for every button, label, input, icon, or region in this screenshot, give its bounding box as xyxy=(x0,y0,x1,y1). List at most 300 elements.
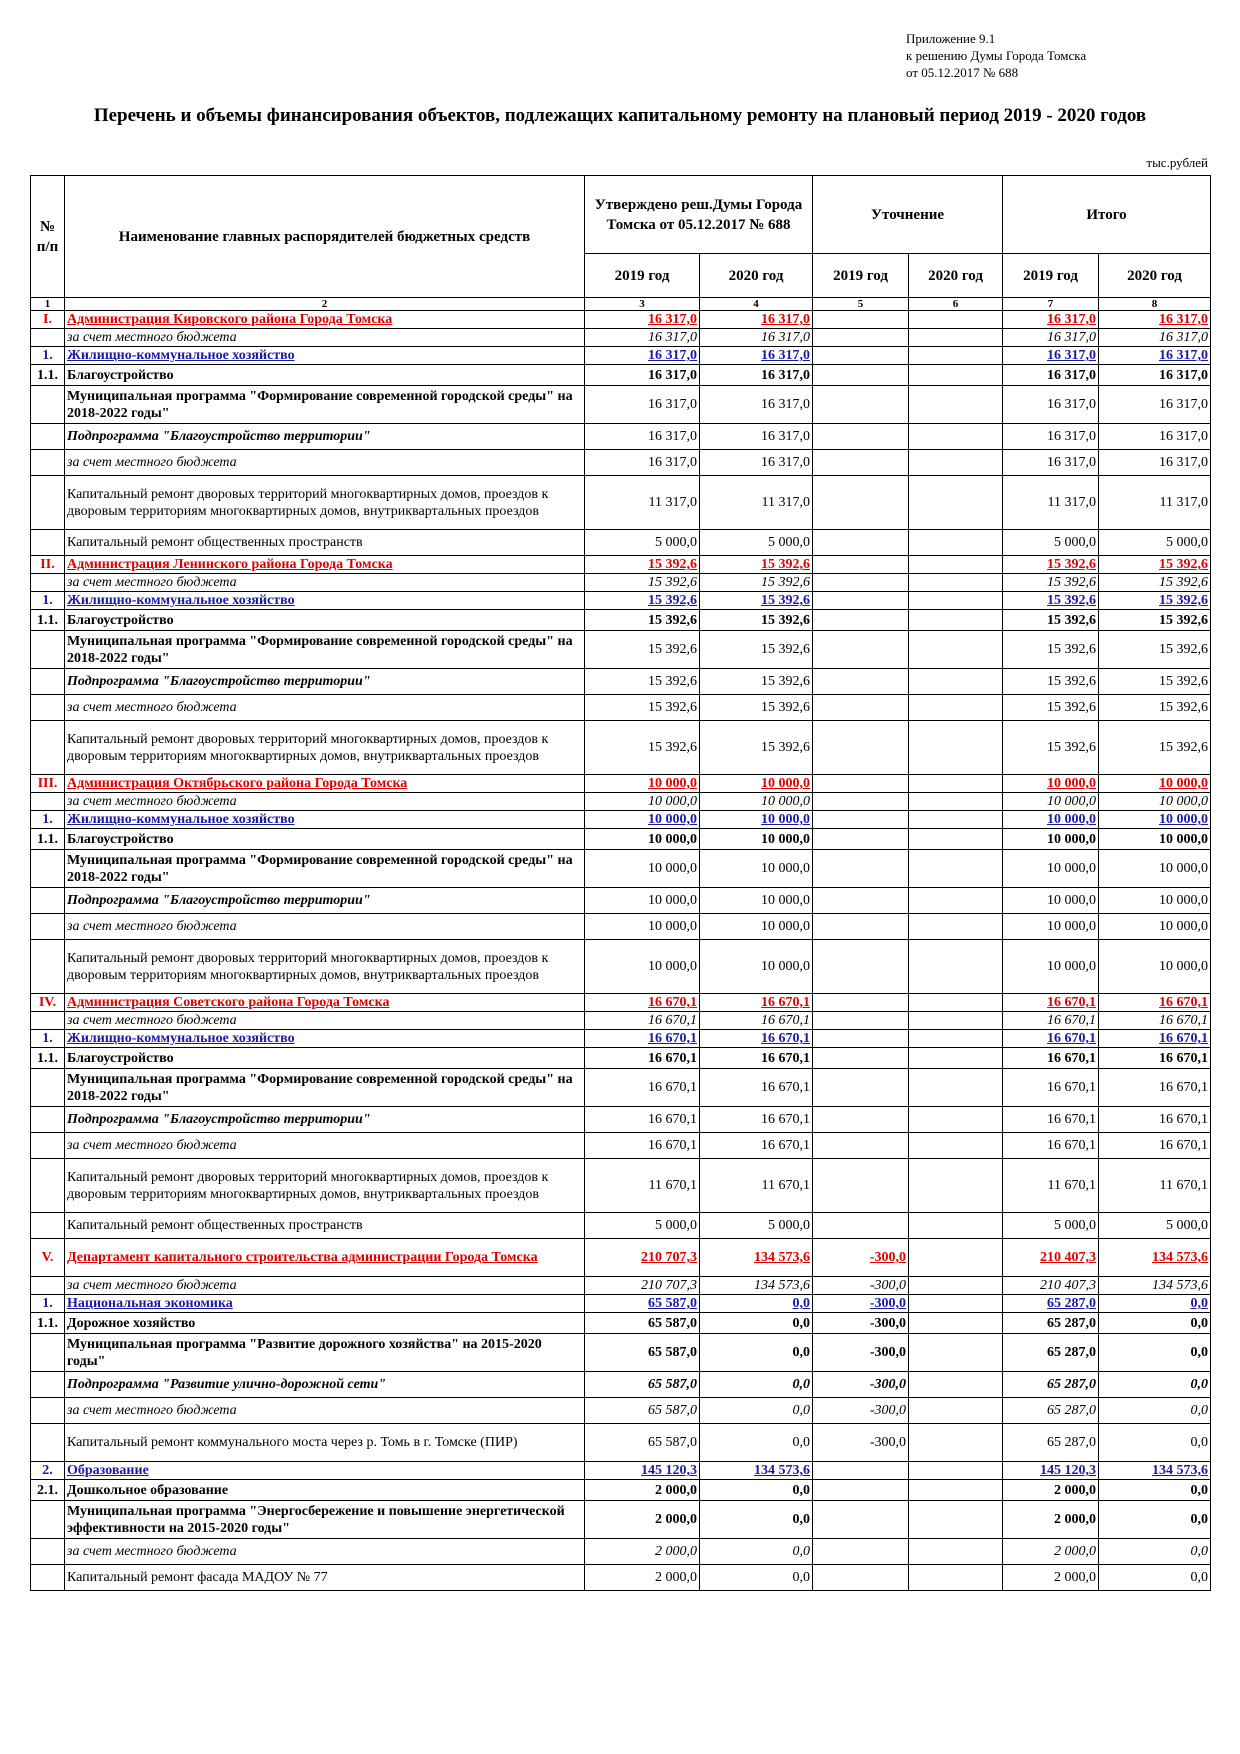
row-value: 16 670,1 xyxy=(1003,1030,1099,1048)
table-row xyxy=(31,1030,1211,1048)
row-name: Подпрограмма "Благоустройство территории" xyxy=(65,888,585,914)
row-value: 210 707,3 xyxy=(585,1239,700,1277)
row-value xyxy=(909,610,1003,631)
row-value: -300,0 xyxy=(813,1239,909,1277)
row-value: 0,0 xyxy=(700,1480,813,1501)
row-value: 16 317,0 xyxy=(1099,450,1211,476)
row-value: 11 317,0 xyxy=(585,476,700,530)
table-body xyxy=(31,311,1211,1591)
row-value: 65 287,0 xyxy=(1003,1398,1099,1424)
row-value: 16 670,1 xyxy=(1003,994,1099,1012)
row-value xyxy=(909,1565,1003,1591)
table-row xyxy=(31,610,1211,631)
row-value xyxy=(813,365,909,386)
row-value: 16 670,1 xyxy=(585,1030,700,1048)
row-value: 5 000,0 xyxy=(1099,1213,1211,1239)
row-code: 2. xyxy=(31,1462,65,1480)
row-code: V. xyxy=(31,1239,65,1277)
row-value: 10 000,0 xyxy=(700,914,813,940)
units-label: тыс.рублей xyxy=(1146,155,1208,170)
row-code xyxy=(31,721,65,775)
table-row xyxy=(31,424,1211,450)
row-value: 0,0 xyxy=(1099,1501,1211,1539)
header-num: № п/п xyxy=(31,176,65,298)
row-name: за счет местного бюджета xyxy=(65,450,585,476)
row-value: 15 392,6 xyxy=(585,631,700,669)
row-value: -300,0 xyxy=(813,1424,909,1462)
row-value xyxy=(813,1159,909,1213)
row-name: Национальная экономика xyxy=(65,1295,585,1313)
row-value: 5 000,0 xyxy=(1003,1213,1099,1239)
row-value xyxy=(909,476,1003,530)
table-row xyxy=(31,1295,1211,1313)
row-value: 0,0 xyxy=(700,1565,813,1591)
table-row xyxy=(31,365,1211,386)
row-value: 10 000,0 xyxy=(1099,775,1211,793)
row-value: 10 000,0 xyxy=(585,888,700,914)
row-value: 0,0 xyxy=(1099,1313,1211,1334)
row-value xyxy=(909,311,1003,329)
row-value: 0,0 xyxy=(1099,1424,1211,1462)
table-row xyxy=(31,793,1211,811)
row-name: за счет местного бюджета xyxy=(65,1539,585,1565)
row-value: 16 317,0 xyxy=(700,386,813,424)
table-row xyxy=(31,1539,1211,1565)
table-row xyxy=(31,1334,1211,1372)
row-value: 16 670,1 xyxy=(1099,1012,1211,1030)
row-value: 145 120,3 xyxy=(585,1462,700,1480)
table-row xyxy=(31,1398,1211,1424)
column-number: 2 xyxy=(65,298,585,311)
row-code: IV. xyxy=(31,994,65,1012)
row-value: 16 670,1 xyxy=(1003,1048,1099,1069)
row-value: 134 573,6 xyxy=(700,1239,813,1277)
row-value xyxy=(909,329,1003,347)
row-value xyxy=(909,914,1003,940)
row-value: 16 317,0 xyxy=(700,329,813,347)
row-value: 16 670,1 xyxy=(585,1107,700,1133)
row-value: 15 392,6 xyxy=(585,610,700,631)
table-row xyxy=(31,476,1211,530)
row-value: 16 317,0 xyxy=(1003,424,1099,450)
row-value: 10 000,0 xyxy=(1003,850,1099,888)
row-value xyxy=(909,1048,1003,1069)
row-value: 0,0 xyxy=(700,1295,813,1313)
row-value: 16 670,1 xyxy=(700,1030,813,1048)
table-row xyxy=(31,829,1211,850)
header-total: Итого xyxy=(1003,176,1211,254)
row-value xyxy=(909,1239,1003,1277)
row-value: -300,0 xyxy=(813,1277,909,1295)
table-row xyxy=(31,1462,1211,1480)
row-value: 16 670,1 xyxy=(1099,1048,1211,1069)
row-value xyxy=(813,888,909,914)
row-value: 16 317,0 xyxy=(1099,311,1211,329)
row-value: 15 392,6 xyxy=(700,631,813,669)
row-value xyxy=(909,1069,1003,1107)
row-value xyxy=(909,631,1003,669)
row-value xyxy=(813,1012,909,1030)
table-row xyxy=(31,775,1211,793)
table-row xyxy=(31,914,1211,940)
row-value xyxy=(909,1334,1003,1372)
row-value xyxy=(813,793,909,811)
row-value: 0,0 xyxy=(1099,1334,1211,1372)
row-value: 15 392,6 xyxy=(700,574,813,592)
row-value: 10 000,0 xyxy=(1099,829,1211,850)
row-value: 15 392,6 xyxy=(700,592,813,610)
row-value: 5 000,0 xyxy=(585,530,700,556)
row-value: 65 587,0 xyxy=(585,1372,700,1398)
header-year: 2020 год xyxy=(1099,254,1211,298)
row-value: 5 000,0 xyxy=(585,1213,700,1239)
row-value xyxy=(909,1213,1003,1239)
header-year: 2019 год xyxy=(813,254,909,298)
row-code xyxy=(31,476,65,530)
row-value: 15 392,6 xyxy=(1099,631,1211,669)
row-value: 16 670,1 xyxy=(1003,1133,1099,1159)
table-row xyxy=(31,1239,1211,1277)
column-numbers-row xyxy=(31,298,1211,311)
row-value: 2 000,0 xyxy=(585,1480,700,1501)
row-value: 16 670,1 xyxy=(700,994,813,1012)
row-value xyxy=(813,1462,909,1480)
row-code: 1. xyxy=(31,1295,65,1313)
row-value: 16 317,0 xyxy=(585,386,700,424)
row-value: 15 392,6 xyxy=(1003,556,1099,574)
row-name: за счет местного бюджета xyxy=(65,695,585,721)
row-value xyxy=(909,1030,1003,1048)
header-name: Наименование главных распорядителей бюджетных средств xyxy=(65,176,585,298)
row-value: 15 392,6 xyxy=(1099,695,1211,721)
row-value: 16 317,0 xyxy=(700,347,813,365)
row-value xyxy=(813,1133,909,1159)
row-name: Жилищно-коммунальное хозяйство xyxy=(65,1030,585,1048)
header-year: 2020 год xyxy=(909,254,1003,298)
table-row xyxy=(31,386,1211,424)
document-title: Перечень и объемы финансирования объектов, подлежащих капитальному ремонту на плановый период 2019 - 2020 годов xyxy=(93,105,1147,126)
row-code: 1.1. xyxy=(31,1313,65,1334)
row-name: Муниципальная программа "Формирование современной городской среды" на 2018-2022 годы" xyxy=(65,850,585,888)
row-code xyxy=(31,631,65,669)
row-code xyxy=(31,329,65,347)
row-value: 10 000,0 xyxy=(1099,793,1211,811)
row-name: Подпрограмма "Благоустройство территории" xyxy=(65,424,585,450)
row-value xyxy=(909,669,1003,695)
row-value: 2 000,0 xyxy=(1003,1501,1099,1539)
row-value: 2 000,0 xyxy=(1003,1565,1099,1591)
row-value: 15 392,6 xyxy=(585,669,700,695)
row-value xyxy=(813,721,909,775)
row-name: Дошкольное образование xyxy=(65,1480,585,1501)
row-value: 10 000,0 xyxy=(700,940,813,994)
row-value: 10 000,0 xyxy=(700,811,813,829)
row-value: 16 670,1 xyxy=(1003,1012,1099,1030)
row-value: 16 670,1 xyxy=(1099,1030,1211,1048)
table-row xyxy=(31,850,1211,888)
row-name: Администрация Ленинского района Города Томска xyxy=(65,556,585,574)
header-adjust: Уточнение xyxy=(813,176,1003,254)
table-row xyxy=(31,1107,1211,1133)
row-value: 2 000,0 xyxy=(585,1501,700,1539)
row-value xyxy=(813,610,909,631)
row-value: 15 392,6 xyxy=(700,695,813,721)
row-value: 2 000,0 xyxy=(1003,1480,1099,1501)
row-value: 16 317,0 xyxy=(1099,347,1211,365)
row-value: 11 670,1 xyxy=(700,1159,813,1213)
row-value: 65 287,0 xyxy=(1003,1424,1099,1462)
row-value xyxy=(813,914,909,940)
table-row xyxy=(31,329,1211,347)
row-value xyxy=(813,850,909,888)
row-value xyxy=(909,1159,1003,1213)
row-name: Образование xyxy=(65,1462,585,1480)
row-code xyxy=(31,888,65,914)
row-code xyxy=(31,1213,65,1239)
row-value: 65 287,0 xyxy=(1003,1334,1099,1372)
row-name: Муниципальная программа "Формирование современной городской среды" на 2018-2022 годы" xyxy=(65,631,585,669)
table-row xyxy=(31,1159,1211,1213)
row-value: 0,0 xyxy=(700,1398,813,1424)
row-code xyxy=(31,424,65,450)
row-value: 15 392,6 xyxy=(1003,610,1099,631)
row-value xyxy=(909,1398,1003,1424)
appendix-line: к решению Думы Города Томска xyxy=(906,48,1087,63)
row-code xyxy=(31,530,65,556)
row-code xyxy=(31,669,65,695)
row-value xyxy=(813,669,909,695)
row-name: Жилищно-коммунальное хозяйство xyxy=(65,811,585,829)
row-value: 10 000,0 xyxy=(585,775,700,793)
row-value: 10 000,0 xyxy=(585,914,700,940)
row-code xyxy=(31,450,65,476)
row-name: Муниципальная программа "Энергосбережение и повышение энергетической эффективности на 2015-2020 годы" xyxy=(65,1501,585,1539)
row-value: 0,0 xyxy=(700,1501,813,1539)
row-value: 10 000,0 xyxy=(585,829,700,850)
appendix-note xyxy=(906,30,1086,81)
row-name: Капитальный ремонт дворовых территорий многоквартирных домов, проездов к дворовым территориям многоквартирных домов, внутриквартальных проездов xyxy=(65,721,585,775)
row-value: 134 573,6 xyxy=(1099,1277,1211,1295)
row-value: 2 000,0 xyxy=(1003,1539,1099,1565)
row-value xyxy=(909,1372,1003,1398)
row-value: -300,0 xyxy=(813,1398,909,1424)
row-name: Администрация Кировского района Города Томска xyxy=(65,311,585,329)
row-value: 15 392,6 xyxy=(700,721,813,775)
row-value: 16 670,1 xyxy=(700,1069,813,1107)
row-value: 0,0 xyxy=(700,1313,813,1334)
row-code xyxy=(31,940,65,994)
row-value: 10 000,0 xyxy=(700,793,813,811)
table-row xyxy=(31,1565,1211,1591)
row-code xyxy=(31,1159,65,1213)
row-value: 0,0 xyxy=(700,1372,813,1398)
row-value: 15 392,6 xyxy=(1099,574,1211,592)
row-name: Благоустройство xyxy=(65,365,585,386)
row-value: 15 392,6 xyxy=(1099,610,1211,631)
row-value xyxy=(909,1424,1003,1462)
row-value: 15 392,6 xyxy=(1099,592,1211,610)
row-value: 0,0 xyxy=(1099,1398,1211,1424)
row-value: 10 000,0 xyxy=(1099,940,1211,994)
row-value: 16 317,0 xyxy=(585,450,700,476)
row-code: II. xyxy=(31,556,65,574)
row-value xyxy=(813,574,909,592)
row-value xyxy=(813,1107,909,1133)
row-value xyxy=(909,1012,1003,1030)
row-value: 10 000,0 xyxy=(1099,888,1211,914)
row-value: 16 317,0 xyxy=(700,311,813,329)
header-year: 2019 год xyxy=(1003,254,1099,298)
row-value: 16 670,1 xyxy=(1099,1133,1211,1159)
row-value: 11 670,1 xyxy=(585,1159,700,1213)
row-value: 10 000,0 xyxy=(1003,829,1099,850)
row-value: 145 120,3 xyxy=(1003,1462,1099,1480)
row-name: Подпрограмма "Благоустройство территории" xyxy=(65,1107,585,1133)
row-value: 10 000,0 xyxy=(700,775,813,793)
row-value xyxy=(909,811,1003,829)
row-value: 65 287,0 xyxy=(1003,1372,1099,1398)
row-value: 11 317,0 xyxy=(700,476,813,530)
row-value: 10 000,0 xyxy=(585,850,700,888)
row-value xyxy=(813,994,909,1012)
row-code xyxy=(31,1069,65,1107)
row-value: 10 000,0 xyxy=(1099,850,1211,888)
row-value: 10 000,0 xyxy=(1099,811,1211,829)
row-value xyxy=(909,530,1003,556)
row-value: 16 317,0 xyxy=(585,329,700,347)
row-value: 5 000,0 xyxy=(1003,530,1099,556)
row-value: 16 317,0 xyxy=(1003,365,1099,386)
row-value: 5 000,0 xyxy=(1099,530,1211,556)
row-value: 10 000,0 xyxy=(585,811,700,829)
row-value: 10 000,0 xyxy=(700,829,813,850)
row-code: 1.1. xyxy=(31,365,65,386)
row-code: 1. xyxy=(31,347,65,365)
row-value xyxy=(909,450,1003,476)
table-row xyxy=(31,574,1211,592)
row-code xyxy=(31,850,65,888)
row-value: 10 000,0 xyxy=(1003,914,1099,940)
row-value: 11 670,1 xyxy=(1099,1159,1211,1213)
row-value: 16 670,1 xyxy=(1003,1107,1099,1133)
row-code xyxy=(31,386,65,424)
row-name: Благоустройство xyxy=(65,1048,585,1069)
row-value: 16 670,1 xyxy=(585,1012,700,1030)
row-value xyxy=(909,1295,1003,1313)
row-value: 15 392,6 xyxy=(585,721,700,775)
table-row xyxy=(31,631,1211,669)
row-name: за счет местного бюджета xyxy=(65,1133,585,1159)
row-value: 15 392,6 xyxy=(1099,669,1211,695)
row-value xyxy=(909,1501,1003,1539)
row-value xyxy=(909,721,1003,775)
row-value: 134 573,6 xyxy=(700,1462,813,1480)
row-value xyxy=(813,1030,909,1048)
row-value xyxy=(909,347,1003,365)
row-value: 0,0 xyxy=(700,1424,813,1462)
row-value: -300,0 xyxy=(813,1295,909,1313)
row-value: 16 317,0 xyxy=(1099,386,1211,424)
row-value xyxy=(813,311,909,329)
row-code xyxy=(31,1539,65,1565)
column-number: 6 xyxy=(909,298,1003,311)
row-name: Капитальный ремонт общественных пространств xyxy=(65,530,585,556)
row-value: 15 392,6 xyxy=(1099,721,1211,775)
row-name: Капитальный ремонт общественных пространств xyxy=(65,1213,585,1239)
row-value: 0,0 xyxy=(700,1334,813,1372)
row-name: Благоустройство xyxy=(65,829,585,850)
row-code xyxy=(31,914,65,940)
row-value: 16 317,0 xyxy=(585,347,700,365)
row-value: -300,0 xyxy=(813,1334,909,1372)
table-row xyxy=(31,811,1211,829)
row-value: 10 000,0 xyxy=(585,940,700,994)
row-name: за счет местного бюджета xyxy=(65,329,585,347)
row-name: за счет местного бюджета xyxy=(65,574,585,592)
row-value xyxy=(813,1048,909,1069)
row-name: Капитальный ремонт дворовых территорий многоквартирных домов, проездов к дворовым территориям многоквартирных домов, внутриквартальных проездов xyxy=(65,476,585,530)
row-value: 16 670,1 xyxy=(700,1107,813,1133)
row-value: 16 317,0 xyxy=(1003,386,1099,424)
row-code xyxy=(31,574,65,592)
row-value: 10 000,0 xyxy=(1003,888,1099,914)
row-value: -300,0 xyxy=(813,1372,909,1398)
row-name: Подпрограмма "Благоустройство территории" xyxy=(65,669,585,695)
row-name: Капитальный ремонт дворовых территорий многоквартирных домов, проездов к дворовым территориям многоквартирных домов, внутриквартальных проездов xyxy=(65,1159,585,1213)
row-value xyxy=(909,994,1003,1012)
row-name: Капитальный ремонт фасада МАДОУ № 77 xyxy=(65,1565,585,1591)
row-value xyxy=(909,940,1003,994)
row-name: Департамент капитального строительства администрации Города Томска xyxy=(65,1239,585,1277)
row-value: 15 392,6 xyxy=(1003,669,1099,695)
row-value xyxy=(909,574,1003,592)
row-code xyxy=(31,695,65,721)
row-value: 2 000,0 xyxy=(585,1565,700,1591)
row-code: 1. xyxy=(31,811,65,829)
row-name: за счет местного бюджета xyxy=(65,1277,585,1295)
row-value: 15 392,6 xyxy=(700,610,813,631)
row-value xyxy=(813,556,909,574)
row-value: 16 670,1 xyxy=(585,1048,700,1069)
table-row xyxy=(31,1012,1211,1030)
row-value xyxy=(909,775,1003,793)
row-value: 16 670,1 xyxy=(1099,1069,1211,1107)
row-value: 0,0 xyxy=(1099,1539,1211,1565)
row-value xyxy=(909,793,1003,811)
row-name: Муниципальная программа "Развитие дорожного хозяйства" на 2015-2020 годы" xyxy=(65,1334,585,1372)
row-value: 210 407,3 xyxy=(1003,1239,1099,1277)
row-value: 15 392,6 xyxy=(1003,631,1099,669)
table-row xyxy=(31,1069,1211,1107)
row-value: 65 287,0 xyxy=(1003,1295,1099,1313)
row-code xyxy=(31,1565,65,1591)
table-row xyxy=(31,347,1211,365)
row-value: 15 392,6 xyxy=(1003,721,1099,775)
row-value xyxy=(813,592,909,610)
row-value xyxy=(909,695,1003,721)
row-value xyxy=(909,850,1003,888)
row-value: 16 670,1 xyxy=(700,1133,813,1159)
row-value: 10 000,0 xyxy=(1003,811,1099,829)
row-value: 15 392,6 xyxy=(1003,574,1099,592)
row-value: 15 392,6 xyxy=(585,556,700,574)
column-number: 3 xyxy=(585,298,700,311)
row-value: 16 317,0 xyxy=(700,365,813,386)
row-name: Администрация Октябрьского района Города Томска xyxy=(65,775,585,793)
table-row xyxy=(31,311,1211,329)
row-code xyxy=(31,1424,65,1462)
table-row xyxy=(31,450,1211,476)
